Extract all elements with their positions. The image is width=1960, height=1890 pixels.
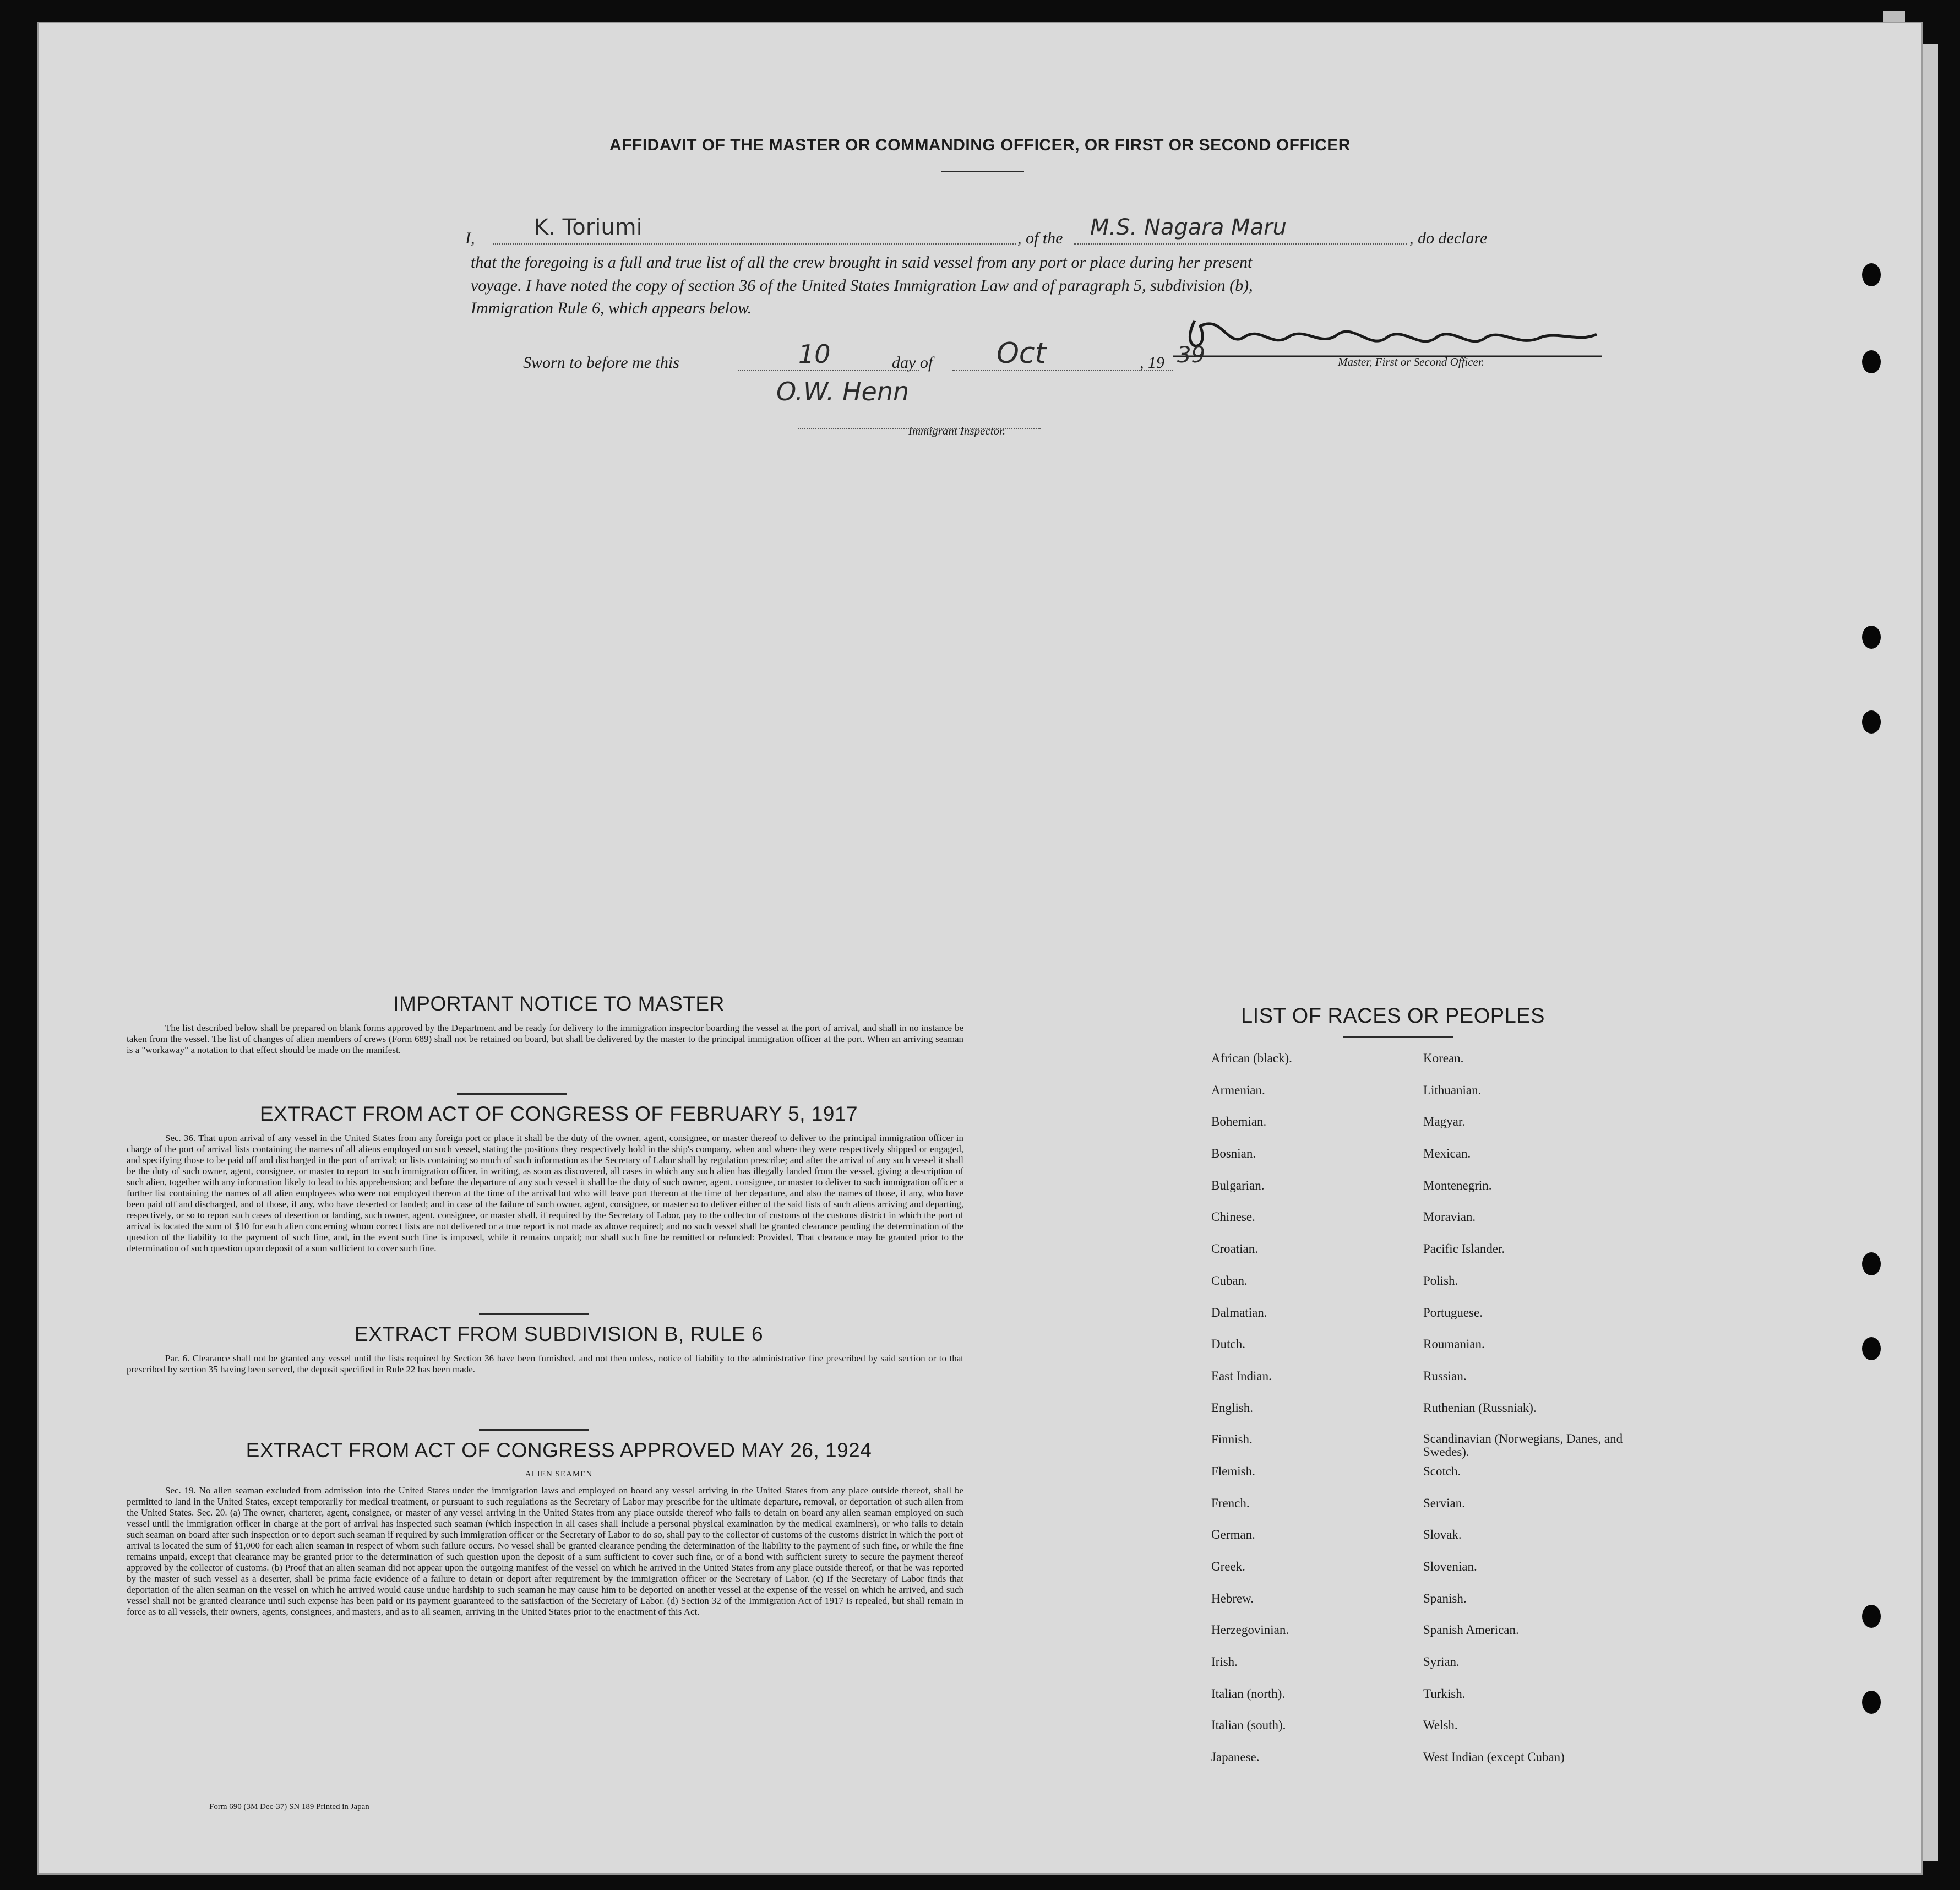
race-item: Russian. <box>1423 1368 1467 1383</box>
title-rule <box>941 171 1024 172</box>
race-item: French. <box>1211 1496 1250 1510</box>
affidavit-title: AFFIDAVIT OF THE MASTER OR COMMANDING OFFICER, OR FIRST OR SECOND OFFICER <box>609 136 1351 154</box>
race-item: Japanese. <box>1211 1750 1260 1764</box>
affidavit-line-3: voyage. I have noted the copy of section 36 of the United States Immigration Law and of paragraph 5, subdivision (b), <box>471 276 1253 295</box>
race-item: Italian (south). <box>1211 1718 1286 1732</box>
race-item: Slovenian. <box>1423 1560 1477 1573</box>
extract-1917-text: Sec. 36. That upon arrival of any vessel in the United States from any foreign port or place it shall be the duty of the owner, agent, consignee, or master thereof to deliver to the principal immigration officer in charge of the port of arrival lists containing the names of all aliens employed on such vessel, stating the positions they respectively hold in the ship's company, when and where they were respectively shipped or engaged, and specifying those to be paid off and discharged in the port of arrival; or lists containing so much of such information as the Secretary of Labor shall by regulation prescribe; and after the arrival of any such vessel it shall be the duty of such owner, agent, consignee, or master to report to such immigration officer, in writing, as soon as discovered, all cases in which any such alien has illegally landed from the vessel, giving a description of such alien, together with any information likely to lead to his apprehension; and before the departure of any such vessel it shall be the duty of such owner, agent, consignee, or master to deliver to such immigration officer a further list containing the names of all alien employees who were not employed thereon at the time of the arrival but who will leave port thereon at the time of her departure, and also the names of those, if any, who have been paid off and discharged, and of those, if any, who have deserted or landed; and in case of the failure of such owner, agent, consignee, or master so to deliver either of the said lists of such aliens arriving and departing, respectively, or so to report such cases of desertion or landing, such owner, agent, consignee, or master shall, if required by the Secretary of Labor, pay to the collector of customs of the customs district in which the port of arrival is located the sum of $10 for each alien concerning whom correct lists are not delivered or a true report is not made as above required; and no such vessel shall be granted clearance pending the determination of the question of the liability to the payment of such fine, and, in the event such fine is imposed, while it remains unpaid; nor shall such fine be remitted or refunded: Provided, That clearance may be granted prior to the determination of such question upon deposit of a sum sufficient to cover such fine. <box>127 1133 963 1253</box>
race-item: Welsh. <box>1423 1718 1458 1732</box>
sworn-month: Oct <box>997 337 1046 370</box>
master-name-line <box>493 243 1016 245</box>
race-item: Spanish American. <box>1423 1623 1519 1637</box>
sworn-day: 10 <box>798 339 831 369</box>
race-item: Dutch. <box>1211 1337 1245 1351</box>
race-item: East Indian. <box>1211 1368 1272 1383</box>
inspector-caption: Immigrant Inspector. <box>908 424 1006 437</box>
race-item: Chinese. <box>1211 1210 1255 1224</box>
race-item: Pacific Islander. <box>1423 1242 1505 1256</box>
extract-1924-title: EXTRACT FROM ACT OF CONGRESS APPROVED MAY 26, 1924 <box>246 1439 872 1462</box>
race-item: Irish. <box>1211 1655 1238 1669</box>
race-item: Syrian. <box>1423 1655 1460 1669</box>
i-label: I, <box>465 229 475 247</box>
race-item: Montenegrin. <box>1423 1178 1492 1192</box>
extract-1917-rule <box>479 1313 589 1315</box>
race-item: Turkish. <box>1423 1686 1466 1701</box>
race-item: Korean. <box>1423 1051 1464 1065</box>
race-item: Mexican. <box>1423 1147 1471 1161</box>
race-item: Moravian. <box>1423 1210 1476 1224</box>
races-rule <box>1343 1036 1453 1038</box>
sworn-label: Sworn to before me this <box>523 354 679 372</box>
race-item: Armenian. <box>1211 1083 1265 1097</box>
extract-rule6-text: Par. 6. Clearance shall not be granted any vessel until the lists required by Section 36 have been furnished, and not then unless, notice of liability to the administrative fine prescribed by said section or to that prescribed by section 35 having been served, the deposit specified in Rule 22 has been made. <box>127 1353 963 1375</box>
of-the-label: , of the <box>1017 229 1063 247</box>
punch-hole <box>1862 1337 1881 1360</box>
race-item: Scotch. <box>1423 1464 1461 1478</box>
race-item: Italian (north). <box>1211 1686 1286 1701</box>
punch-hole <box>1862 710 1881 734</box>
race-item: Bohemian. <box>1211 1115 1267 1129</box>
punch-hole <box>1862 263 1881 286</box>
race-item: Bosnian. <box>1211 1147 1256 1161</box>
signature-caption: Master, First or Second Officer. <box>1338 355 1484 368</box>
race-item: Bulgarian. <box>1211 1178 1265 1192</box>
extract-rule6-title: EXTRACT FROM SUBDIVISION B, RULE 6 <box>354 1323 764 1345</box>
race-item: English. <box>1211 1400 1254 1415</box>
punch-hole <box>1862 1252 1881 1275</box>
year-suffix: 39 <box>1177 343 1205 368</box>
vessel-name-line <box>1074 243 1407 245</box>
race-item: Flemish. <box>1211 1464 1255 1478</box>
punch-hole <box>1862 626 1881 649</box>
race-item: Herzegovinian. <box>1211 1623 1289 1637</box>
race-item: Servian. <box>1423 1496 1466 1510</box>
race-item: Portuguese. <box>1423 1305 1483 1319</box>
race-item: West Indian (except Cuban) <box>1423 1750 1565 1764</box>
race-item: Magyar. <box>1423 1115 1466 1129</box>
race-item: Scandinavian (Norwegians, Danes, and Swedes). <box>1423 1432 1623 1459</box>
punch-hole <box>1862 350 1881 373</box>
affidavit-line-2: that the foregoing is a full and true list of all the crew brought in said vessel from any port or place during her present <box>471 253 1253 271</box>
day-of-label: day of <box>892 354 933 372</box>
race-item: Spanish. <box>1423 1591 1467 1605</box>
race-item: Greek. <box>1211 1560 1245 1573</box>
race-item: Polish. <box>1423 1273 1458 1288</box>
master-name: K. Toriumi <box>534 215 643 240</box>
notice-rule <box>457 1093 567 1095</box>
document-page <box>39 23 1921 1873</box>
race-item: Hebrew. <box>1211 1591 1254 1605</box>
punch-hole <box>1862 1605 1881 1628</box>
year-prefix: , 19 <box>1140 354 1164 372</box>
races-title: LIST OF RACES OR PEOPLES <box>1241 1004 1545 1028</box>
races-left-column <box>1211 1051 1404 1782</box>
race-item: Roumanian. <box>1423 1337 1485 1351</box>
race-item: Lithuanian. <box>1423 1083 1482 1097</box>
alien-seamen-subtitle: ALIEN SEAMEN <box>525 1470 593 1479</box>
extract-1924-text: Sec. 19. No alien seaman excluded from admission into the United States under the immigration laws and employed on board any vessel arriving in the United States from any place outside thereof, shall be permitted to land in the United States, except temporarily for medical treatment, or pursuant to such regulations as the Secretary of Labor may prescribe for the ultimate departure, removal, or deportation of such alien from the United States. Sec. 20. (a) The owner, charterer, agent, consignee, or master of any vessel arriving in the United States from any place outside thereof who fails to detain on board any alien seaman employed on such vessel until the immigration officer in charge at the port of arrival has inspected such seaman (which inspection in all cases shall include a personal physical examination by the medical examiners), or who fails to detain such seaman on board after such inspection or to deport such seaman if required by such immigration officer or the Secretary of Labor to do so, shall pay to the collector of customs of the customs district in which the port of arrival is located the sum of $1,000 for each alien seaman in respect of whom such failure occurs. No vessel shall be granted clearance pending the determination of the liability to the payment of such fine, or while the fine remains unpaid, except that clearance may be granted prior to the determination of such question upon the deposit of a sum sufficient to cover such fine, or of a bond with sufficient surety to secure the payment thereof approved by the collector of customs. (b) Proof that an alien seaman did not appear upon the outgoing manifest of the vessel on which he arrived in the United States from any place outside thereof, or that he was reported by the master of such vessel as a deserter, shall be prima facie evidence of a failure to detain or deport after requirement by the immigration officer or the Secretary of Labor. (c) If the Secretary of Labor finds that deportation of the alien seaman on the vessel on which he arrived would cause undue hardship to such seaman he may cause him to be deported on another vessel at the expense of the vessel on which he arrived, and such vessel shall not be granted clearance until such expense has been paid or its payment guaranteed to the satisfaction of the Secretary of Labor. (d) Section 32 of the Immigration Act of 1917 is repealed, but shall remain in force as to all vessels, their owners, agents, consignees, and masters, and as to all seamen, arriving in the United States prior to the enactment of this Act. <box>127 1485 963 1617</box>
affidavit-line-4: Immigration Rule 6, which appears below. <box>471 299 752 317</box>
race-item: Ruthenian (Russniak). <box>1423 1400 1537 1415</box>
punch-hole <box>1862 1691 1881 1714</box>
races-right-column <box>1423 1051 1654 1782</box>
race-item: Finnish. <box>1211 1432 1253 1447</box>
race-item: German. <box>1211 1528 1255 1542</box>
race-item: Dalmatian. <box>1211 1305 1267 1319</box>
notice-text: The list described below shall be prepared on blank forms approved by the Department and be ready for delivery to the immigration inspector boarding the vessel at the port of arrival, and shall in no instance be taken from the vessel. The list of changes of alien members of crews (Form 689) shall not be retained on board, but shall be delivered by the master to the principal immigration officer at the port. When an arriving seaman is a "workaway" a notation to that effect should be made on the manifest. <box>127 1023 963 1055</box>
race-item: African (black). <box>1211 1051 1292 1065</box>
declare-label: , do declare <box>1409 229 1488 247</box>
extract-1917-title: EXTRACT FROM ACT OF CONGRESS OF FEBRUARY 5, 1917 <box>259 1102 858 1125</box>
race-item: Cuban. <box>1211 1273 1248 1288</box>
inspector-signature: O.W. Henn <box>776 377 910 406</box>
form-footer: Form 690 (3M Dec-37) SN 189 Printed in Japan <box>209 1802 369 1811</box>
notice-title: IMPORTANT NOTICE TO MASTER <box>393 992 725 1015</box>
extract-rule6-rule <box>479 1429 589 1431</box>
race-item: Croatian. <box>1211 1242 1258 1256</box>
vessel-name: M.S. Nagara Maru <box>1090 215 1287 240</box>
race-item: Slovak. <box>1423 1528 1462 1542</box>
